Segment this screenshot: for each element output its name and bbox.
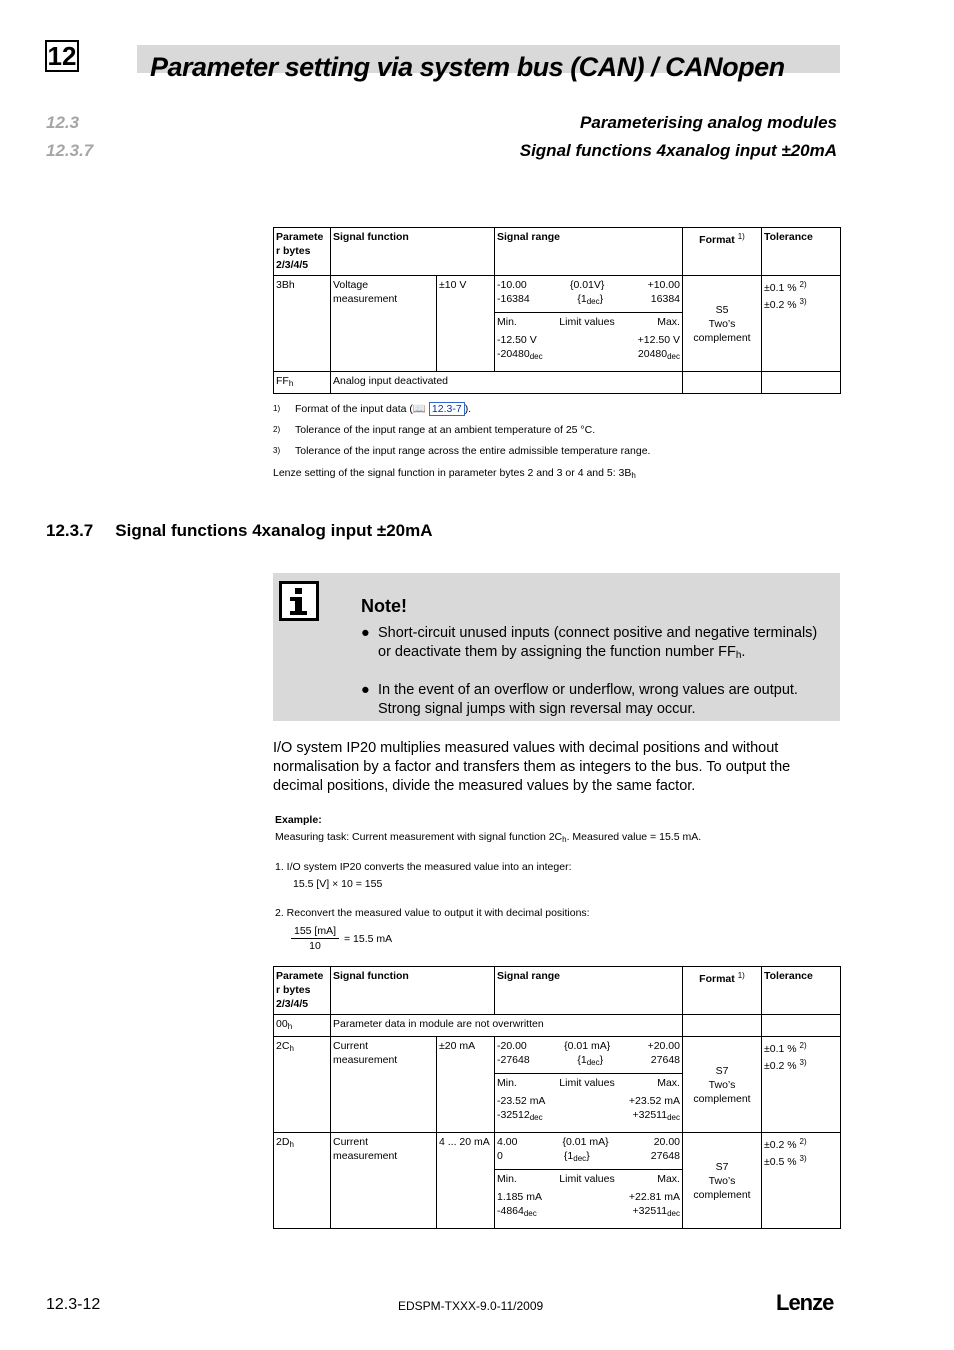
param-cell: $00_h$ [274, 1015, 331, 1037]
format-cell [683, 372, 762, 394]
book-icon: 📖 [412, 403, 426, 415]
info-icon [279, 581, 319, 621]
function-cell: Current measurement [331, 1037, 437, 1133]
reference-link[interactable]: 12.3-7 [429, 402, 465, 416]
function-cell: Parameter data in module are not overwritten [331, 1015, 683, 1037]
section-number: 12.3 [46, 113, 80, 132]
format-cell: S5 Two’s complement [683, 276, 762, 372]
header-param: Paramete r bytes 2/3/4/5 [274, 967, 331, 1015]
bullet-icon: ● [361, 625, 370, 641]
example-task: Measuring task: Current measurement with signal function $2C_h$. Measured value = 15.5 mA. [275, 831, 702, 844]
example-step-2: 2. Reconvert the measured value to output it with decimal positions: [275, 907, 590, 919]
signal-range-cell: -20.00 {0.01 mA} +20.00 -27648 $\{1_{dec}\}$ 27648 Min. Limit values Max. -23.52 mA +23.52 mA $-32512_{dec}$ $+32511_{dec}$ [495, 1037, 683, 1133]
document-id: EDSPM-TXXX-9.0-11/2009 [398, 1299, 544, 1313]
note-bullet-1: Short-circuit unused inputs (connect positive and negative terminals) or deactivate them by assigning the function number $FF_h$. [378, 625, 818, 661]
signal-range-cell: 4.00 {0.01 mA} 20.00 0 $\{1_{dec}\}$ 27648 Min. Limit values Max. 1.185 mA +22.81 mA $-4864_{dec}$ $+32511_{dec}$ [495, 1133, 683, 1229]
tolerance-cell: ±0.1 % $^{2)}$ ±0.2 % $^{3)}$ [762, 1037, 841, 1133]
range-label-cell: 4 ... 20 mA [437, 1133, 495, 1229]
footnote-3: $^{3)}$ Tolerance of the input range across the entire admissible temperature range. [273, 445, 651, 457]
header-signal-range: Signal range [495, 228, 683, 276]
header-format: Format $^{1)}$ [683, 228, 762, 276]
fraction [291, 924, 339, 953]
header-signal-function: Signal function [331, 967, 495, 1015]
body-paragraph: I/O system IP20 multiplies measured values with decimal positions and without normalisation by a factor and transfers them as integers to the bus. To output the decimal positions, divide the measured values by the same factor. [273, 740, 791, 794]
signal-table-current [273, 966, 841, 1229]
fraction-result: = 15.5 mA [344, 933, 393, 945]
footnote-1: $^{1)}$ Format of the input data (📖 12.3-7 ). [273, 403, 472, 415]
param-cell: $2C_h$ [274, 1037, 331, 1133]
subsection-title: Signal functions 4xanalog input ±20mA [519, 141, 837, 160]
header-signal-function: Signal function [331, 228, 495, 276]
bullet-icon: ● [361, 682, 370, 698]
signal-table-voltage [273, 227, 841, 394]
subsection-number: 12.3.7 [46, 141, 94, 160]
header-tolerance: Tolerance [762, 967, 841, 1015]
function-cell: Voltage measurement [331, 276, 437, 372]
example-formula-1: 15.5 [V] × 10 = 155 [293, 878, 383, 890]
note-title: Note! [361, 596, 407, 616]
range-label-cell: ±10 V [437, 276, 495, 372]
format-cell [683, 1015, 762, 1037]
page-number: 12.3-12 [46, 1296, 101, 1313]
param-cell: $FF_h$ [274, 372, 331, 394]
fraction-denominator: 10 [309, 940, 321, 952]
header-tolerance: Tolerance [762, 228, 841, 276]
tolerance-cell: ±0.1 % $^{2)}$ ±0.2 % $^{3)}$ [762, 276, 841, 372]
example-label: Example: [275, 814, 322, 826]
lenze-setting: Lenze setting of the signal function in parameter bytes 2 and 3 or 4 and 5: $3B_h$ [273, 467, 636, 480]
page-title: Parameter setting via system bus (CAN) / CANopen [150, 52, 785, 82]
param-cell: 3Bh [274, 276, 331, 372]
tolerance-cell [762, 1015, 841, 1037]
tolerance-cell: ±0.2 % $^{2)}$ ±0.5 % $^{3)}$ [762, 1133, 841, 1229]
lenze-logo: Lenze [776, 1290, 834, 1315]
fraction-numerator: 155 [mA] [291, 924, 339, 939]
param-cell: $2D_h$ [274, 1133, 331, 1229]
tolerance-cell [762, 372, 841, 394]
function-cell: Analog input deactivated [331, 372, 683, 394]
format-cell: S7 Two’s complement [683, 1133, 762, 1229]
note-bullet-2: In the event of an overflow or underflow, wrong values are output. Strong signal jumps with sign reversal may occur. [378, 682, 798, 717]
section-title: Parameterising analog modules [580, 113, 837, 132]
chapter-number: 12 [45, 40, 79, 72]
format-cell: S7 Two’s complement [683, 1037, 762, 1133]
range-label-cell: ±20 mA [437, 1037, 495, 1133]
function-cell: Current measurement [331, 1133, 437, 1229]
header-signal-range: Signal range [495, 967, 683, 1015]
header-format: Format $^{1)}$ [683, 967, 762, 1015]
footnote-2: $^{2)}$ Tolerance of the input range at an ambient temperature of 25 °C. [273, 424, 596, 436]
signal-range-cell: -10.00 {0.01V} +10.00 -16384 $\{1_{dec}\}$ 16384 Min. Limit values Max. -12.50 V +12.50 V $-20480_{dec}$ $20480_{dec}$ [495, 276, 683, 372]
section-heading: 12.3.7 Signal functions 4xanalog input ±20mA [46, 521, 433, 540]
header-param: Paramete r bytes 2/3/4/5 [274, 228, 331, 276]
example-step-1: 1. I/O system IP20 converts the measured value into an integer: [275, 861, 572, 873]
